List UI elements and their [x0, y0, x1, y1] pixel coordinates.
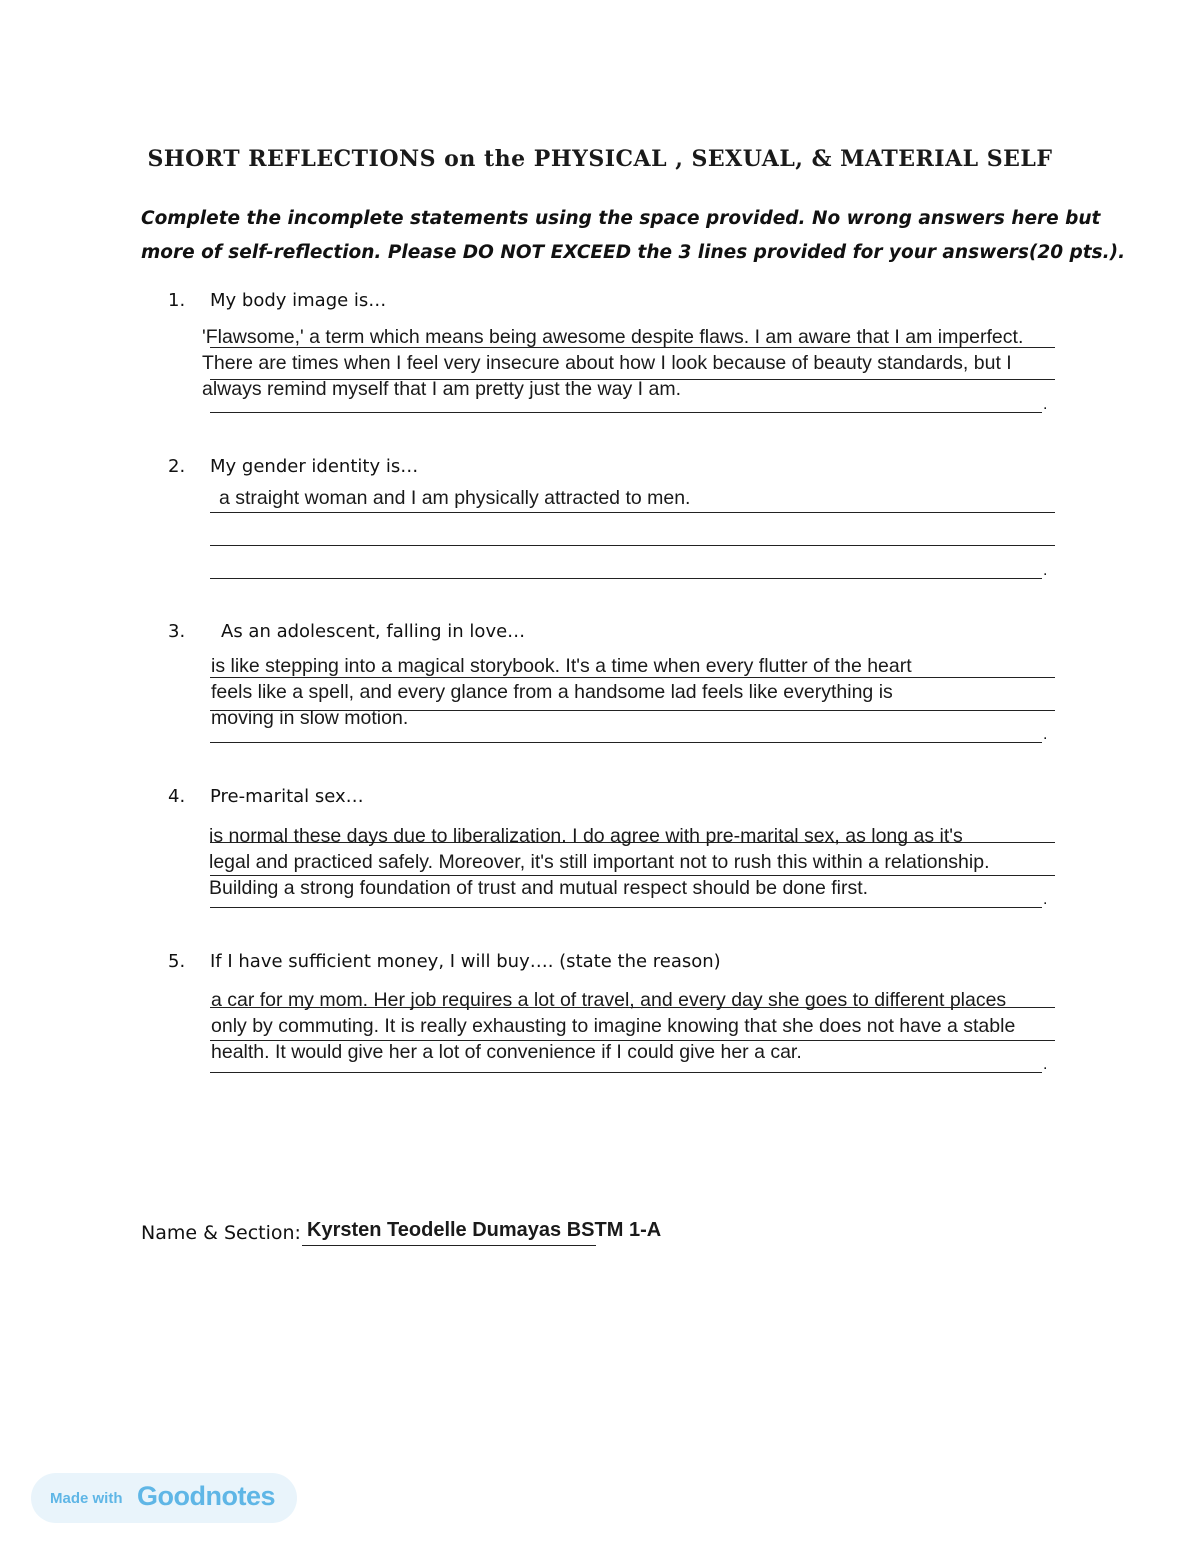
line-end-period: . [1043, 1056, 1048, 1073]
answer-text-line: feels like a spell, and every glance from a handsome lad feels like everything is [211, 681, 893, 703]
question-prompt: My gender identity is… [210, 456, 419, 477]
instructions-line: more of self-reflection. Please DO NOT EXCEED the 3 lines provided for your answers(20 pts.). [141, 242, 1126, 263]
answer-line [210, 907, 1042, 908]
question-prompt: As an adolescent, falling in love… [221, 621, 526, 642]
question-number: 5. [168, 951, 186, 972]
line-end-period: . [1043, 562, 1048, 579]
name-underline [302, 1245, 596, 1246]
answer-text-line: Building a strong foundation of trust and mutual respect should be done first. [209, 877, 869, 899]
answer-text-line: is like stepping into a magical storybook. It's a time when every flutter of the heart [211, 655, 912, 677]
answer-text-line: a car for my mom. Her job requires a lot of travel, and every day she goes to different places [211, 989, 1007, 1011]
line-end-period: . [1043, 726, 1048, 743]
answer-text-line: moving in slow motion. [211, 707, 409, 729]
question-number: 3. [168, 621, 186, 642]
answer-line [210, 578, 1042, 579]
answer-line [210, 545, 1055, 546]
answer-text-line: a straight woman and I am physically attracted to men. [219, 487, 691, 509]
question-number: 2. [168, 456, 186, 477]
answer-line [210, 412, 1042, 413]
answer-line [210, 742, 1042, 743]
answer-line [210, 1072, 1042, 1073]
answer-4 [209, 823, 990, 901]
instructions [141, 202, 1126, 270]
answer-5 [211, 987, 1015, 1065]
answer-text-line: There are times when I feel very insecure about how I look because of beauty standards, but I [202, 352, 1012, 374]
name-section-value: Kyrsten Teodelle Dumayas BSTM 1-A [307, 1219, 662, 1241]
answer-line [210, 512, 1055, 513]
goodnotes-logo: Goodnotes [137, 1481, 275, 1511]
answer-text-line: legal and practiced safely. Moreover, it's still important not to rush this within a relationship. [209, 851, 990, 873]
question-number: 4. [168, 786, 186, 807]
answer-text-line: is normal these days due to liberalization. I do agree with pre-marital sex, as long as it's [209, 825, 963, 847]
question-prompt: Pre-marital sex… [210, 786, 364, 807]
line-end-period: . [1043, 396, 1048, 413]
instructions-line: Complete the incomplete statements using the space provided. No wrong answers here but [141, 208, 1101, 229]
answer-text-line: always remind myself that I am pretty just the way I am. [202, 378, 681, 400]
answer-3 [211, 653, 912, 731]
name-section-label: Name & Section: [141, 1222, 301, 1244]
line-end-period: . [1043, 891, 1048, 908]
badge-prefix: Made with [50, 1490, 123, 1507]
answer-2 [219, 485, 690, 511]
answer-text-line: health. It would give her a lot of convenience if I could give her a car. [211, 1041, 802, 1063]
worksheet-title: SHORT REFLECTIONS on the PHYSICAL , SEXUAL, & MATERIAL SELF [147, 146, 1053, 172]
question-prompt: If I have sufficient money, I will buy…. (state the reason) [210, 951, 721, 972]
answer-text-line: only by commuting. It is really exhausting to imagine knowing that she does not have a stable [211, 1015, 1016, 1037]
answer-text-line: 'Flawsome,' a term which means being awesome despite flaws. I am aware that I am imperfect. [202, 326, 1024, 348]
answer-1 [202, 324, 1023, 402]
question-number: 1. [168, 290, 186, 311]
question-prompt: My body image is… [210, 290, 387, 311]
